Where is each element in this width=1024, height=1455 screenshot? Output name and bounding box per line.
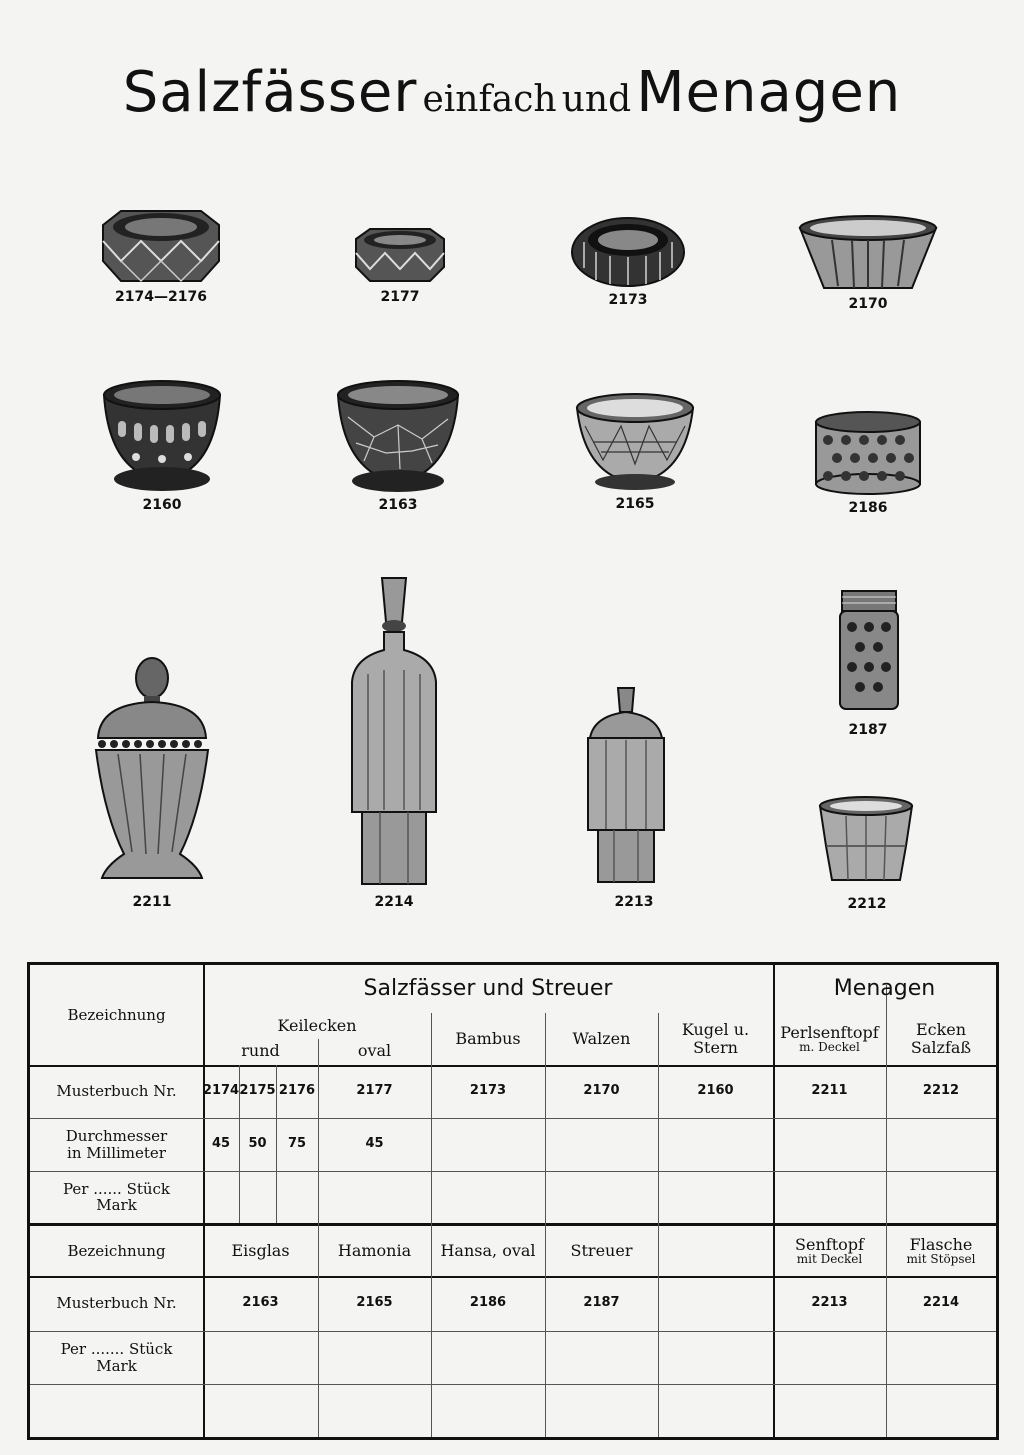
per-line1: Per ...... Stück <box>62 1179 171 1198</box>
perl-line1: Perlsenftopf <box>780 1022 879 1042</box>
item-2163 <box>298 377 498 513</box>
table-cell: 2175 <box>239 1083 276 1099</box>
title-salzfaesser: Salzfässer <box>122 60 418 125</box>
table-cell: 75 <box>287 1136 307 1152</box>
table-cell: 45 <box>365 1136 384 1152</box>
item-2160 <box>62 375 262 513</box>
salt-cellar-octagon-image <box>99 205 223 285</box>
item-number: 2163 <box>378 497 418 513</box>
page-title <box>0 60 1024 125</box>
table-cell: 2160 <box>697 1083 734 1099</box>
table-cell: 2187 <box>583 1295 620 1311</box>
col-header-eisglas: Eisglas <box>231 1241 290 1261</box>
table-cell: 2212 <box>922 1083 960 1099</box>
flasche-line2: mit Stöpsel <box>906 1252 976 1267</box>
row-label-per-stueck <box>30 1171 203 1223</box>
item-number: 2174—2176 <box>115 289 207 305</box>
table-cell: 2186 <box>469 1295 507 1311</box>
senftopf-image <box>584 682 668 888</box>
item-2177 <box>300 225 500 305</box>
title-menagen: Menagen <box>636 60 902 125</box>
item-2165 <box>535 390 735 512</box>
item-number: 2170 <box>848 296 888 312</box>
table-cell: 2174 <box>202 1083 240 1099</box>
col-header-keilecken: Keilecken <box>277 1016 357 1036</box>
table-cell: 2214 <box>922 1295 960 1311</box>
group-salzfaesser-streuer: Salzfässer und Streuer <box>363 975 613 1001</box>
col-header-kugel-stern <box>658 1013 773 1065</box>
table-cell: 2176 <box>278 1083 316 1099</box>
table-cell: 2170 <box>583 1083 620 1099</box>
streuer-image <box>836 587 902 715</box>
table-cell: 2163 <box>242 1295 279 1311</box>
table-cell: 2165 <box>356 1295 393 1311</box>
col-header-hansa: Hansa, oval <box>440 1241 536 1261</box>
perlsenftopf-image <box>88 654 216 888</box>
col-header-hamonia: Hamonia <box>337 1241 412 1261</box>
col-header-bambus: Bambus <box>455 1029 521 1049</box>
ecken-salzfass-image <box>816 794 916 886</box>
row-label-bezeichnung-2: Bezeichnung <box>67 1241 166 1260</box>
item-number: 2173 <box>608 292 648 308</box>
salt-cellar-bowl-image <box>796 212 940 292</box>
row-label-per-stueck-2 <box>30 1331 203 1384</box>
item-2187-label: 2187 <box>848 722 888 738</box>
item-2211-label: 2211 <box>132 894 172 910</box>
salt-cellar-bamboo-image <box>570 212 686 288</box>
durch-line1: Durchmesser <box>65 1127 168 1145</box>
item-number: 2165 <box>615 496 655 512</box>
ecken-line1: Ecken <box>915 1020 967 1040</box>
item-2174 <box>61 205 261 305</box>
per-line2: Mark <box>96 1196 137 1214</box>
col-header-perlsenftopf <box>773 1013 886 1065</box>
table-cell: 2177 <box>356 1083 393 1099</box>
table-cell: 45 <box>211 1136 231 1152</box>
col-header-oval: oval <box>357 1041 392 1061</box>
col-header-streuer: Streuer <box>570 1241 633 1261</box>
title-und: und <box>561 79 632 120</box>
item-number: 2177 <box>380 289 420 305</box>
title-einfach: einfach <box>422 79 557 120</box>
row-label-musterbuch: Musterbuch Nr. <box>56 1082 177 1101</box>
item-2214-label: 2214 <box>374 894 414 910</box>
col-header-flasche <box>886 1226 996 1276</box>
salt-cellar-footed-image <box>100 375 224 493</box>
table-cell: 50 <box>248 1136 267 1152</box>
flasche-image <box>346 574 442 890</box>
ecken-line2: Salzfaß <box>910 1038 972 1057</box>
row-label-durchmesser <box>30 1118 203 1171</box>
salt-cellar-oval-image <box>352 225 448 285</box>
per2-line2: Mark <box>96 1356 137 1375</box>
col-header-bezeichnung: Bezeichnung <box>67 1005 166 1024</box>
salt-cellar-hansa-image <box>812 410 924 496</box>
price-table <box>27 962 999 1440</box>
item-2170 <box>768 212 968 312</box>
col-header-rund: rund <box>241 1041 280 1061</box>
table-cell: 2213 <box>811 1295 848 1311</box>
item-2213-label: 2213 <box>614 894 654 910</box>
item-2212-label: 2212 <box>847 896 887 912</box>
row-label-musterbuch-2: Musterbuch Nr. <box>56 1294 177 1313</box>
kugel-line1: Kugel u. <box>681 1020 750 1040</box>
col-header-ecken-salzfass <box>886 1013 996 1065</box>
item-number: 2160 <box>142 497 182 513</box>
perl-line2: m. Deckel <box>799 1040 860 1055</box>
item-2173 <box>528 212 728 308</box>
salt-cellar-hamonia-image <box>573 390 697 492</box>
table-cell: 2173 <box>469 1083 507 1099</box>
durch-line2: in Millimeter <box>67 1143 166 1162</box>
item-2186 <box>768 410 968 516</box>
senf-line1: Senftopf <box>795 1234 864 1254</box>
col-header-walzen: Walzen <box>572 1029 631 1049</box>
per2-line1: Per ....... Stück <box>60 1340 173 1358</box>
group-menagen: Menagen <box>833 975 936 1001</box>
senf-line2: mit Deckel <box>796 1252 863 1267</box>
item-number: 2186 <box>848 500 888 516</box>
flasche-line1: Flasche <box>909 1234 973 1254</box>
table-cell: 2211 <box>811 1083 848 1099</box>
col-header-senftopf <box>773 1226 886 1276</box>
salt-cellar-ice-glass-image <box>334 377 462 493</box>
kugel-line2: Stern <box>693 1038 738 1057</box>
